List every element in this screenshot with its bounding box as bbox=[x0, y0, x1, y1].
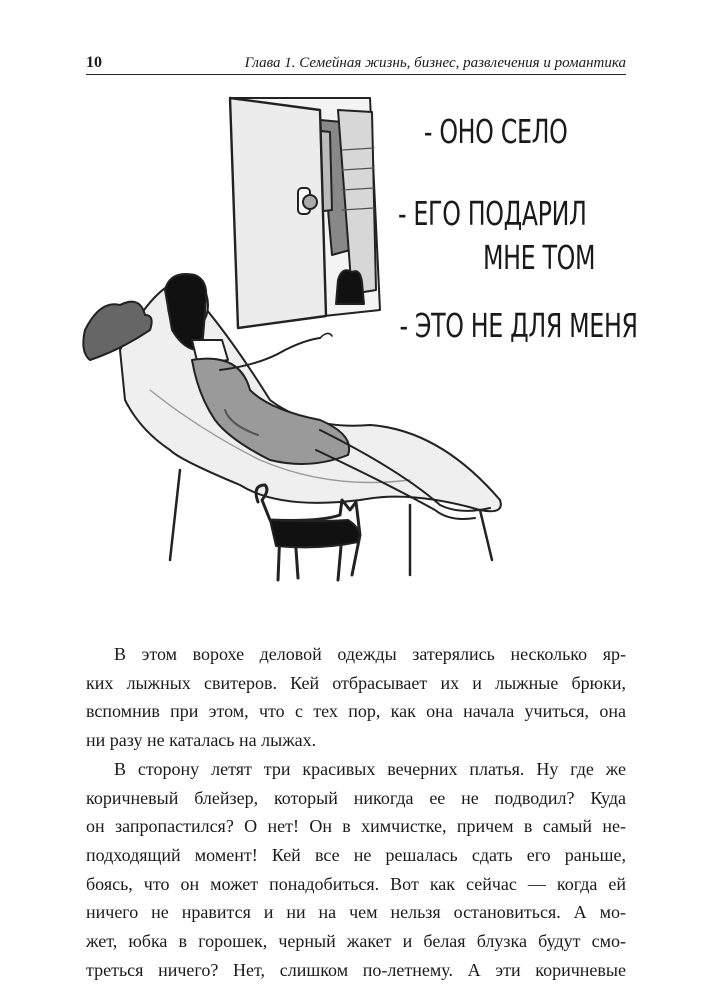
wardrobe-illustration bbox=[80, 90, 520, 600]
text-line: он запропастился? О нет! Он в химчистке, причем в самый не- bbox=[86, 816, 626, 837]
page-number: 10 bbox=[86, 54, 102, 71]
caption-line-1: - ОНО СЕЛО bbox=[423, 112, 568, 151]
text-line: ничего не нравится и ни на чем нельзя остановиться. А мо- bbox=[86, 902, 626, 923]
text-line: жет, юбка в горошек, черный жакет и белая блузка будут смо- bbox=[86, 931, 626, 952]
paragraph-2 bbox=[86, 755, 626, 985]
caption-line-3: МНЕ ТОМ bbox=[482, 238, 596, 277]
text-line: подходящий момент! Кей все не решалась сдать его раньше, bbox=[86, 844, 626, 865]
text-line: треться ничего? Нет, слишком по-летнему. А эти коричневые bbox=[86, 959, 626, 980]
caption-line-4: - ЭТО НЕ ДЛЯ МЕНЯ bbox=[399, 306, 638, 345]
text-line: ни разу не каталась на лыжах. bbox=[86, 730, 317, 751]
text-line: ких лыжных свитеров. Кей отбрасывает их и лыжные брюки, bbox=[86, 672, 626, 693]
paragraph-1 bbox=[86, 640, 626, 755]
caption-line-2: - ЕГО ПОДАРИЛ bbox=[398, 194, 587, 233]
text-line: вспомнив при этом, что с тех пор, как она начала учиться, она bbox=[86, 701, 626, 722]
text-line: В сторону летят три красивых вечерних платья. Ну где же bbox=[114, 758, 626, 779]
body-text bbox=[86, 640, 626, 984]
running-head: Глава 1. Семейная жизнь, бизнес, развлечения и романтика bbox=[244, 55, 626, 71]
page-header bbox=[86, 52, 626, 75]
text-line: В этом ворохе деловой одежды затерялись несколько яр- bbox=[114, 644, 626, 664]
text-line: коричневый блейзер, который никогда ее не подводил? Куда bbox=[86, 787, 626, 808]
text-line: боясь, что он может понадобиться. Вот как сейчас — когда ей bbox=[86, 873, 626, 894]
closet-door bbox=[230, 98, 326, 328]
